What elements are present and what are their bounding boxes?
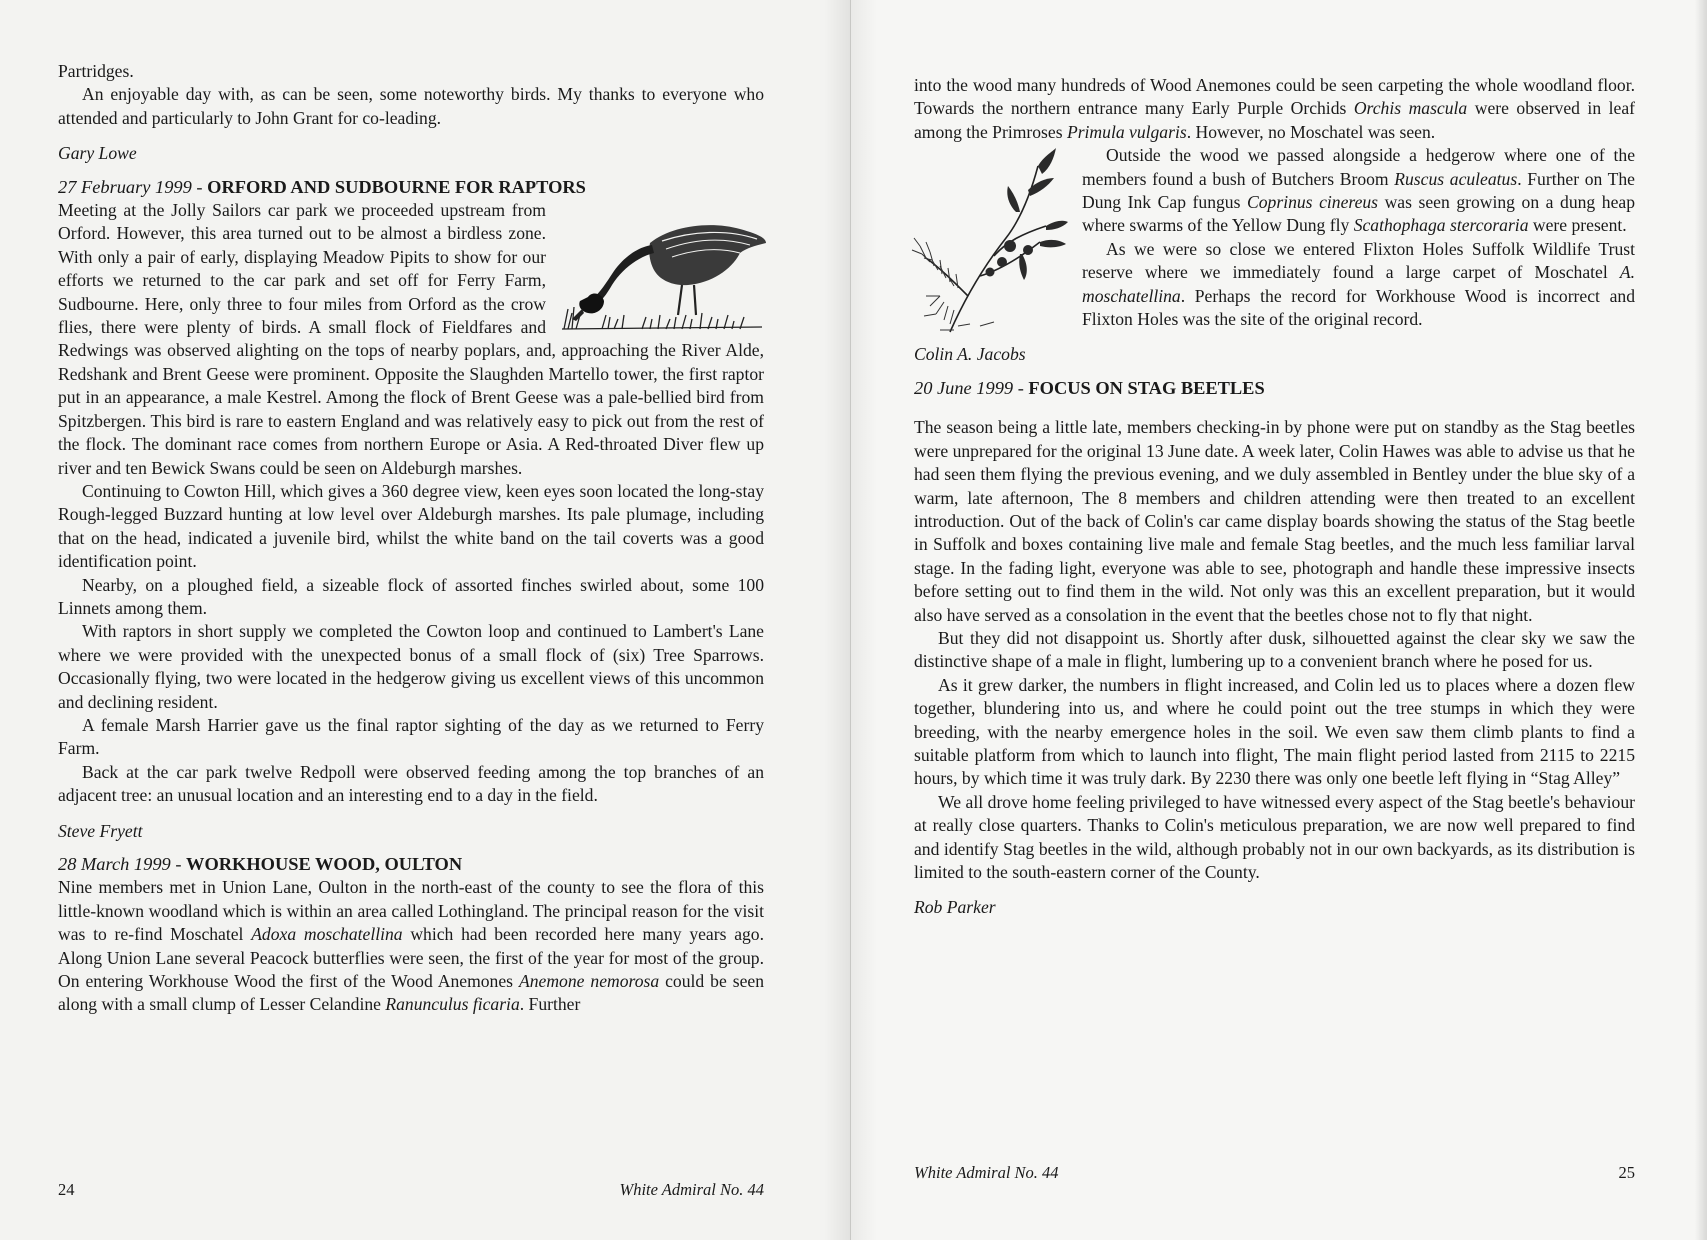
paragraph-wood-anemones: into the wood many hundreds of Wood Anemones could be seen carpeting the whole woodland floor. Towards the northern entrance many Early Purple Orchids Orchis mascula were observed in leaf among the Primroses Primula vulgaris. However, no Moschatel was seen. (914, 75, 1635, 142)
signature-steve-fryett: Steve Fryett (58, 820, 143, 841)
running-title-left: White Admiral No. 44 (619, 1180, 764, 1199)
running-title-right: White Admiral No. 44 (914, 1163, 1059, 1182)
paragraph-darker: As it grew darker, the numbers in flight increased, and Colin led us to places where a dozen flew together, blundering into us, and where he could point out the tree stumps in which they were breeding, with the nearby emergence holes in the soil. We even saw them climb plants to find a suitable platform from which to launch into flight, The main flight period lasted from 2115 to 2215 hours, by which time it was truly dark. By 2230 there was only one beetle left flying in “Stag Alley” (914, 674, 1635, 789)
signature-rob-parker: Rob Parker (914, 897, 996, 918)
goose-feeding-illustration (562, 203, 768, 333)
heading-date: 28 March 1999 (58, 854, 171, 874)
heading-date: 20 June 1999 (914, 377, 1014, 398)
paragraph-linnets: Nearby, on a ploughed field, a sizeable flock of assorted finches swirled about, some 100 Linnets among them. (58, 574, 764, 618)
heading-title: WORKHOUSE WOOD, OULTON (186, 854, 463, 874)
heading-date: 27 February 1999 (58, 176, 192, 197)
heading-title: FOCUS ON STAG BEETLES (1028, 377, 1265, 398)
paragraph-flixton-holes: As we were so close we entered Flixton Holes Suffolk Wildlife Trust reserve where we immediately found a large carpet of Moschatel A. moschatellina. Perhaps the record for Workhouse Wood is incorrect and Flixton Holes was the site of the original record. (1082, 238, 1635, 330)
paragraph-stag-season: The season being a little late, members checking-in by phone were put on standby as the Stag beetles were unprepared for the original 13 June date. A week later, Colin Hawes was able to advise us that he had seen them flying the previous evening, and we duly assembled in Bentley under the blue sky of a warm, late afternoon, The 8 members and children attending were then treated to an excellent introduction. Out of the back of Colin's car came display boards showing the status of the Stag beetle in Suffolk and boxes containing live male and female Stag beetles, and the much less familiar larval stage. In the fading light, everyone was able to see, photograph and handle these impressive insects before setting out to find them in the wild. Not only was this an excellent preparation, but it would also have served as a consolation in the event that the beetles chose not to fly that night. (914, 417, 1635, 625)
paragraph-marsh-harrier: A female Marsh Harrier gave us the final raptor sighting of the day as we returned to Ferry Farm. (58, 714, 764, 759)
heading-stag-beetles: 20 June 1999 - FOCUS ON STAG BEETLES (914, 377, 1265, 398)
heading-orford-sudbourne: 27 February 1999 - ORFORD AND SUDBOURNE FOR RAPTORS (58, 176, 586, 197)
paragraph-cowton-hill: Continuing to Cowton Hill, which gives a 360 degree view, keen eyes soon located the long-stay Rough-legged Buzzard hunting at low level over Aldeburgh marshes. Its pale plumage, including that on the head, indicated a juvenile bird, whilst the white band on the tail coverts was a good identification point. (58, 480, 764, 572)
butchers-broom-illustration (910, 146, 1070, 336)
page-number-right: 25 (1618, 1163, 1635, 1182)
left-page (0, 0, 850, 1240)
paragraph-tree-sparrows: With raptors in short supply we completed the Cowton loop and continued to Lambert's Lane where we were provided with the unexpected bonus of a small flock of (six) Tree Sparrows. Occasionally flying, two were located in the hedgerow giving us excellent views of this uncommon and declining resident. (58, 621, 764, 712)
paragraph-butchers-broom: Outside the wood we passed alongside a hedgerow where one of the members found a bush of Butchers Broom Ruscus aculeatus. Further on The Dung Ink Cap fungus Coprinus cinereus was seen growing on a dung heap where swarms of the Yellow Dung fly Scathophaga stercoraria were present. (1082, 145, 1635, 236)
paragraph-thanks: An enjoyable day with, as can be seen, some noteworthy birds. My thanks to everyone who attended and particularly to John Grant for co-leading. (58, 84, 764, 128)
signature-gary-lowe: Gary Lowe (58, 143, 137, 164)
paragraph-redpoll: Back at the car park twelve Redpoll were observed feeding among the top branches of an adjacent tree: an unusual location and an interesting end to a day in the field. (58, 761, 764, 806)
paragraph-workhouse-wood: Nine members met in Union Lane, Oulton in the north-east of the county to see the flora of this little-known woodland which is within an area called Lothingland. The principal reason for the visit was to re-find Moschatel Adoxa moschatellina which had been recorded here many years ago. Along Union Lane several Peacock butterflies were seen, the first of the year for most of the group. On entering Workhouse Wood the first of the Wood Anemones Anemone nemorosa could be seen along with a small clump of Lesser Celandine Ranunculus ficaria. Further (58, 877, 764, 1015)
right-page (850, 0, 1707, 1240)
paragraph-drove-home: We all drove home feeling privileged to have witnessed every aspect of the Stag beetle's behaviour at really close quarters. Thanks to Colin's meticulous preparation, we are now well prepared to find and identify Stag beetles in the wild, although probably not in our own backyards, as its distribution is limited to the south-eastern corner of the County. (914, 791, 1635, 882)
paragraph-partridges: Partridges. (58, 61, 134, 81)
paragraph-orford-meeting: Meeting at the Jolly Sailors car park we proceeded upstream from Orford. However, this area turned out to be almost a birdless zone. With only a pair of early, displaying Meadow Pipits to show for our efforts we returned to the car park and set off for Ferry Farm, Sudbourne. Here, only three to four miles from Orford as the crow flies, there were plenty of birds. A small flock of Fieldfares and Redwings was observed alighting on the tops of nearby poplars, and, approaching the River Alde, Redshank and Brent Geese were prominent. Opposite the Slaughden Martello tower, the first raptor put in an appearance, a male Kestrel. Among the flock of Brent Geese was a pale-bellied bird from Spitzbergen. This bird is rare to eastern England and was relatively easy to pick out from the rest of the flock. The dominant race comes from northern Europe or Asia. A Red-throated Diver flew up river and ten Bewick Swans could be seen on Aldeburgh marshes. (58, 200, 764, 478)
page-number-left: 24 (58, 1180, 75, 1199)
signature-colin-jacobs: Colin A. Jacobs (914, 344, 1026, 365)
heading-workhouse-wood: 28 March 1999 - WORKHOUSE WOOD, OULTON (58, 854, 463, 874)
paragraph-dusk: But they did not disappoint us. Shortly after dusk, silhouetted against the clear sky we saw the distinctive shape of a male in flight, lumbering up to a convenient branch where he posed for us. (914, 627, 1635, 672)
heading-title: ORFORD AND SUDBOURNE FOR RAPTORS (207, 176, 586, 197)
